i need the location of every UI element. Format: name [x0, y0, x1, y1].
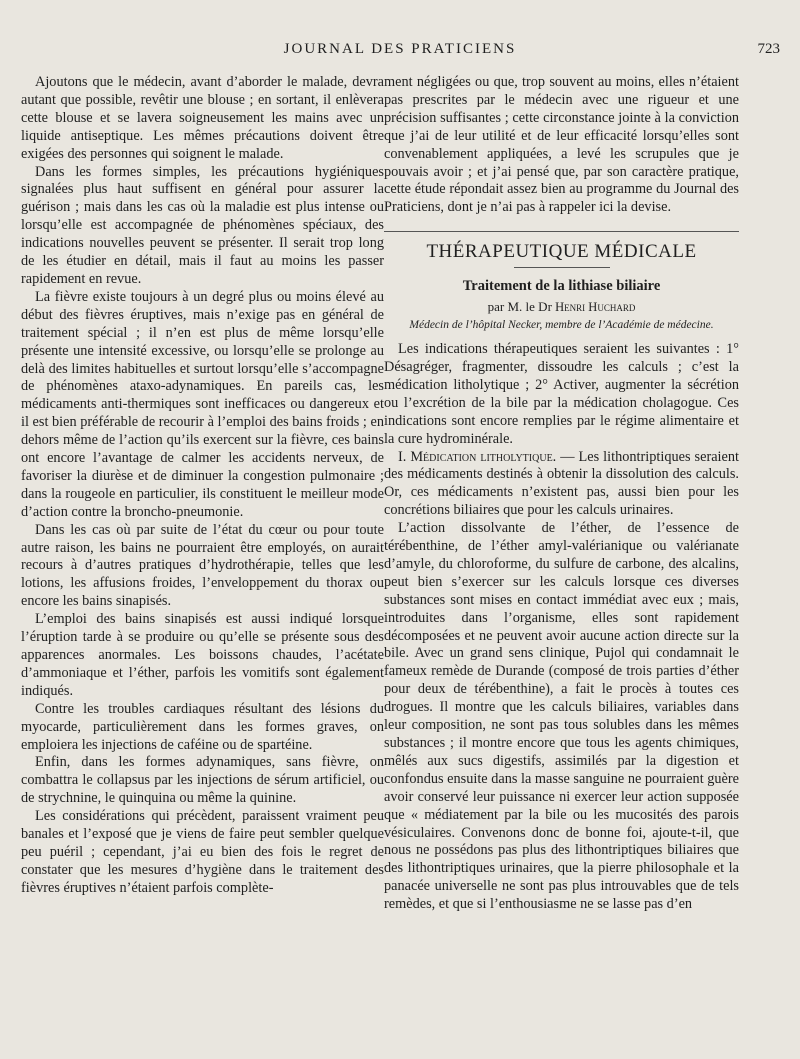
paragraph: Dans les formes simples, les précautions hygiéniques signalées plus haut suffisent en général pour assurer la guérison ; mais dans les cas où la maladie est plus intense ou lorsqu’elle est accompagnée de phénomènes spéciaux, des indications nouvelles peuvent se présenter. Il serait trop long de les étudier en détail, mais il faut au moins les passer rapidement en revue. [21, 163, 384, 287]
paragraph: Contre les troubles cardiaques résultant des lésions du myocarde, particulièrement dans les formes graves, on emploiera les injections de caféine ou de spartéine. [21, 700, 384, 753]
paragraph: Les indications thérapeutiques seraient les suivantes : 1° Désagréger, fragmenter, dissoudre les calculs ; c’est la médication litholytique ; 2° Activer, augmenter la sécrétion ou l’excrétion de la bile par la médication cholagogue. Ces indications sont encore remplies par le régime alimentaire et la cure hydrominérale. [384, 341, 739, 447]
page-number: 723 [757, 41, 780, 57]
page-header [0, 41, 800, 63]
section-divider [384, 231, 739, 232]
journal-title: JOURNAL DES PRATICIENS [283, 41, 517, 57]
author-affiliation: Médecin de l’hôpital Necker, membre de l’Académie de médecine. [409, 319, 714, 332]
paragraph: La fièvre existe toujours à un degré plus ou moins élevé au début des fièvres éruptives, mais n’exige pas en général de traitement spécial ; il n’en est plus de même lorsqu’elle présente une intensité excessive, ou lorsqu’elle se prolonge au delà des limites habituelles et surtout lorsqu’elle s’accompagne de phénomènes ataxo-adynamiques. En pareils cas, les médicaments anti-thermiques sont inefficaces ou dangereux et il est bien préférable de recourir à l’emploi des bains froids ; en dehors même de l’action qu’ils exercent sur la fièvre, ces bains ont encore l’avantage de calmer les accidents nerveux, de favoriser la diurèse et de diminuer la congestion pulmonaire ; dans la rougeole en particulier, ils constituent le meilleur mode d’action contre la broncho-pneumonie. [21, 288, 384, 520]
subsection-heading: I. Médication litholytique. [398, 448, 557, 465]
paragraph: ment négligées ou que, trop souvent au moins, elles n’étaient pas prescrites par le médecin avec une rigueur et une précision suffisantes ; cette circonstance jointe à la conviction que j’ai de leur utilité et de leur efficacité lorsqu’elles sont convenablement appliquées, a levé les scrupules que je pouvais avoir ; et j’ai pensé que, par son caractère pratique, cette étude répondait assez bien au programme du Journal des Praticiens, dont je n’ai pas à rappeler ici la devise. [384, 74, 739, 216]
paragraph [384, 449, 739, 521]
paragraph: Ajoutons que le médecin, avant d’aborder le malade, devra autant que possible, revêtir une blouse ; en sortant, il enlèvera cette blouse et se lavera soigneusement les mains avec un liquide antiseptique. Les mêmes précautions doivent être exigées des personnes qui soignent le malade. [21, 74, 384, 162]
left-column [21, 74, 384, 898]
paragraph: Enfin, dans les formes adynamiques, sans fièvre, on combattra le collapsus par les injections de sérum artificiel, ou de strychnine, le quinquina ou même la quinine. [21, 754, 384, 807]
section-title: THÉRAPEUTIQUE MÉDICALE [426, 241, 697, 263]
paragraph: Les considérations qui précèdent, paraissent vraiment peu banales et l’exposé que je viens de faire peut sembler quelque peu puéril ; cependant, j’ai eu bien des fois le regret de constater que les mesures d’hygiène dans le traitement des fièvres éruptives n’étaient parfois complète- [21, 808, 384, 896]
article-title: Traitement de la lithiase biliaire [462, 278, 661, 295]
byline-prefix: par M. le Dr [487, 299, 552, 315]
title-rule [514, 267, 610, 268]
paragraph: L’action dissolvante de l’éther, de l’essence de térébenthine, de l’éther amyl-valérianique ou valérianate d’amyle, du chloroforme, du sulfure de carbone, des alcalins, peut bien s’exercer sur les calculs lorsque ces diverses substances sont mises en contact immédiat avec eux ; mais, introduites dans l’organisme, elles sont rapidement décomposées et ne peuvent avoir aucune action directe sur la bile. Avec un grand sens clinique, Pujol qui condamnait le fameux remède de Durande (composé de trois parties d’éther pour deux de térébenthine), a fait le procès à toutes ces drogues. Il montre que les calculs biliaires, variables dans leur composition, ne sont pas tous solubles dans les mêmes substances ; il montre encore que tous les agents chimiques, mêlés aux sucs digestifs, assimilés par la digestion et confondus ensuite dans la masse sanguine ne pourraient guère avoir conservé leur puissance ni exercer leur action supposée que « médiatement par la bile ou les mucosités des parois vésiculaires. Convenons donc de bonne foi, ajoute-t-il, que nous ne possédons pas plus des lithontriptiques biliaires que des lithontriptiques urinaires, que la pierre philosophale et la panacée universelle ne sont pas plus introuvables que de tels remèdes, et que si l’enthousiasme ne se lasse pas d’en [384, 520, 739, 913]
paragraph-text: — Les lithontriptiques seraient des médicaments destinés à obtenir la dissolution des calculs. Or, ces médicaments n’existent pas, aussi bien pour les concrétions biliaires que pour les calculs urinaires. [384, 448, 739, 519]
right-column [384, 74, 739, 914]
paragraph: L’emploi des bains sinapisés est aussi indiqué lorsque l’éruption tarde à se produire ou qu’elle se présente sous des apparences anormales. Les boissons chaudes, l’acétate d’ammoniaque et l’éther, parfois les vomitifs sont également indiqués. [21, 611, 384, 699]
paragraph: Dans les cas où par suite de l’état du cœur ou pour toute autre raison, les bains ne pourraient être employés, on aurait recours à d’autres pratiques d’hydrothérapie, telles que les lotions, les affusions froides, l’enveloppement du thorax ou encore les bains sinapisés. [21, 521, 384, 610]
author-name: Henri Huchard [555, 300, 636, 315]
byline [384, 298, 739, 317]
